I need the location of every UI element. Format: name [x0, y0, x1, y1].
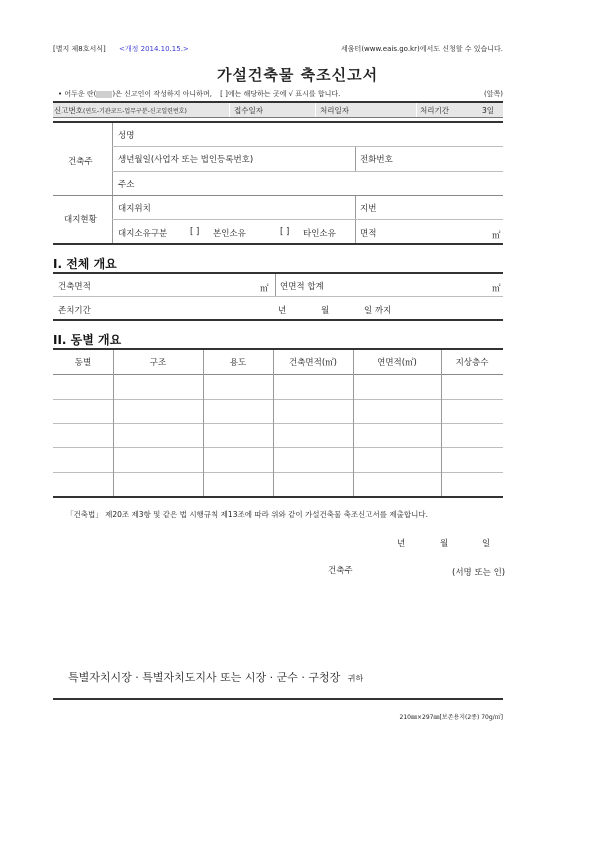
- thick-rule: [53, 272, 503, 274]
- area-field[interactable]: 면적: [360, 229, 377, 239]
- addressee: [68, 669, 363, 685]
- row-line: [112, 146, 503, 147]
- site-location-field[interactable]: 대지위치: [118, 204, 151, 214]
- declaration-text: 「건축법」 제20조 제3항 및 같은 법 시행규칙 제13조에 따라 위와 같이 가설건축물 축조신고서를 제출합니다.: [66, 510, 429, 519]
- processing-days: 3일: [482, 106, 495, 115]
- site-label: 대지현황: [64, 215, 97, 225]
- duration-year: 년: [278, 306, 287, 316]
- declaration-year: 년: [397, 539, 406, 549]
- building-area-field[interactable]: 건축면적: [58, 282, 91, 292]
- thick-rule: [53, 496, 503, 498]
- processed-date-label: 처리일자: [320, 106, 349, 115]
- shaded-sample: [96, 91, 112, 98]
- row-line: [53, 296, 503, 297]
- col-use: 용도: [229, 358, 247, 368]
- divider: [355, 147, 356, 171]
- divider: [416, 103, 417, 117]
- duration-until: 일 까지: [364, 306, 392, 316]
- divider: [275, 274, 276, 296]
- duration-month: 월: [321, 306, 330, 316]
- table-row-line: [53, 423, 503, 424]
- divider: [112, 123, 113, 195]
- row-line: [112, 219, 503, 220]
- header-line: [53, 374, 503, 375]
- paper-spec: 210㎜×297㎜[보존용지(2종) 70g/㎡]: [399, 714, 503, 721]
- col-floor-area: 연면적(㎡): [377, 358, 417, 368]
- building-area-unit: ㎡: [260, 284, 269, 294]
- row-line: [112, 171, 503, 172]
- address-field[interactable]: 주소: [118, 180, 135, 190]
- signer-label: 건축주: [328, 566, 353, 576]
- own-checkbox[interactable]: [ ]: [190, 227, 200, 237]
- col-floors: 지상층수: [455, 358, 489, 368]
- phone-field[interactable]: 전화번호: [360, 155, 393, 165]
- builder-label: 건축주: [68, 157, 93, 167]
- total-floor-area-unit: ㎡: [492, 284, 501, 294]
- declaration-day: 일: [482, 539, 491, 549]
- instruction-part3: [ ]에는 해당하는 곳에 √ 표시를 합니다.: [220, 90, 341, 98]
- declaration-month: 월: [440, 539, 449, 549]
- sign-note[interactable]: (서명 또는 인): [452, 568, 506, 578]
- front-side-label: (앞쪽): [484, 90, 503, 98]
- revision-date: <개정 2014.10.15.>: [119, 45, 189, 53]
- divider: [229, 103, 230, 117]
- row-line: [53, 195, 503, 196]
- instruction-part1: 어두운 란(: [64, 90, 97, 98]
- col-divider: [273, 350, 274, 496]
- bottom-rule: [53, 698, 503, 700]
- section2-title: II. 동별 개요: [53, 333, 122, 347]
- rule: [53, 117, 503, 118]
- other-checkbox[interactable]: [ ]: [280, 227, 290, 237]
- col-divider: [203, 350, 204, 496]
- birth-field[interactable]: 생년월일(사업자 또는 법인등록번호): [118, 155, 254, 165]
- online-note: 세움터(www.eais.go.kr)에서도 신청할 수 있습니다.: [341, 45, 503, 53]
- form-number: [별지 제8호서식]: [53, 45, 106, 53]
- addressee-main: 특별자치시장 · 특별자치도지사 또는 시장 · 군수 · 구청장: [68, 671, 341, 684]
- duration-field[interactable]: 존치기간: [58, 306, 91, 316]
- report-number-label: 신고번호(연도-기관코드-업무구분-신고일련번호): [54, 106, 187, 115]
- other-label: 타인소유: [303, 229, 336, 239]
- col-divider: [441, 350, 442, 496]
- col-structure: 구조: [149, 358, 167, 368]
- name-field[interactable]: 성명: [118, 131, 135, 141]
- own-label: 본인소유: [213, 229, 246, 239]
- ownership-label: 대지소유구분: [118, 229, 168, 239]
- thick-rule: [53, 348, 503, 350]
- lot-number-field[interactable]: 지번: [360, 204, 377, 214]
- table-row-line: [53, 447, 503, 448]
- table-row-line: [53, 399, 503, 400]
- instruction-line: [58, 89, 340, 99]
- col-building: 동별: [74, 358, 92, 368]
- section1-title: I. 전체 개요: [53, 257, 117, 271]
- page-title: 가설건축물 축조신고서: [216, 66, 379, 84]
- thick-rule: [53, 121, 503, 123]
- col-divider: [353, 350, 354, 496]
- instruction-part2: )은 신고인이 작성하지 아니하며,: [112, 90, 212, 98]
- processing-period-label: 처리기간: [420, 106, 449, 115]
- area-unit: ㎡: [492, 231, 501, 241]
- thick-rule: [53, 243, 503, 245]
- col-divider: [113, 350, 114, 496]
- divider: [315, 103, 316, 117]
- received-date-label: 접수일자: [234, 106, 263, 115]
- bullet: •: [58, 90, 63, 98]
- col-building-area: 건축면적(㎡): [289, 358, 337, 368]
- addressee-suffix: 귀하: [347, 674, 364, 683]
- thick-rule: [53, 319, 503, 321]
- table-row-line: [53, 472, 503, 473]
- total-floor-area-field[interactable]: 연면적 합계: [280, 282, 324, 292]
